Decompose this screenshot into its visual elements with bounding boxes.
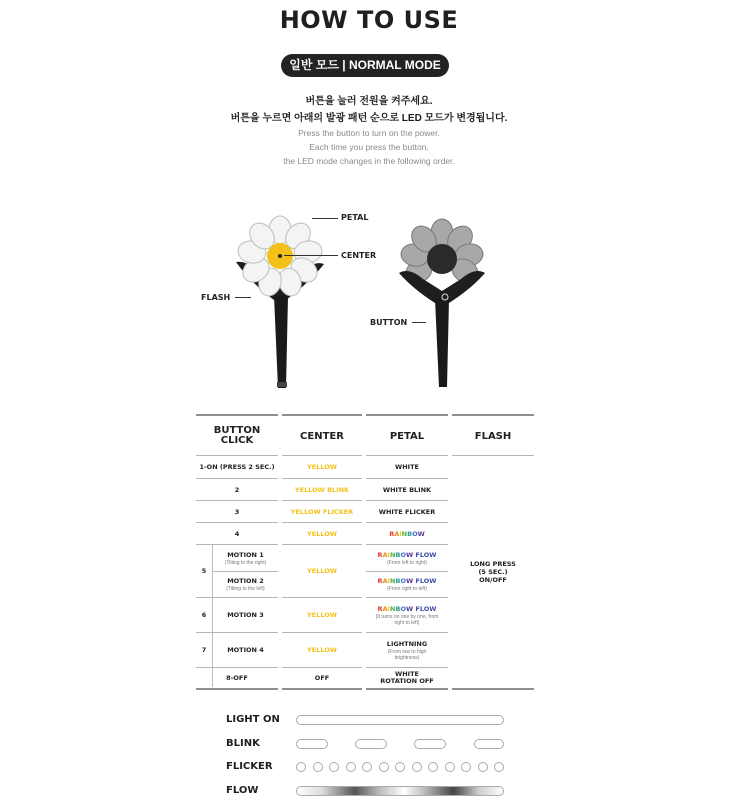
row6-petal: RAINBOW FLOW (It turns on one by one, from right to left) [375, 604, 439, 626]
light-on-pattern [296, 715, 504, 725]
mode-badge: 일반 모드 | NORMAL MODE [281, 54, 449, 77]
legend-blink-label: BLINK [226, 738, 260, 749]
blink-pattern-1 [296, 739, 328, 749]
header-petal: PETAL [389, 430, 425, 442]
button-leader-line [412, 322, 426, 323]
flicker-dot [428, 762, 438, 772]
row8-petal: WHITE ROTATION OFF [380, 670, 434, 685]
flicker-dot [445, 762, 455, 772]
en-instruction-3: the LED mode changes in the following order. [283, 156, 455, 166]
en-instruction-1: Press the button to turn on the power. [298, 128, 440, 138]
row5b-motion: MOTION 2 (Tilting to the left) [226, 577, 265, 592]
flicker-dot [478, 762, 488, 772]
row2-petal: WHITE BLINK [382, 485, 432, 494]
row5-click: 5 [201, 567, 207, 575]
row5-center: YELLOW [307, 567, 337, 575]
row2-center: YELLOW BLINK [294, 485, 350, 494]
header-center: CENTER [300, 430, 344, 442]
flicker-dot [494, 762, 504, 772]
row5a-petal: RAINBOW FLOW (From left to right) [377, 550, 437, 566]
center-label: CENTER [341, 251, 377, 260]
row1-petal: WHITE [395, 463, 419, 471]
flicker-dot [412, 762, 422, 772]
row6-motion: MOTION 3 [227, 611, 264, 619]
row4-click: 4 [234, 529, 240, 538]
row7-click: 7 [201, 646, 207, 654]
row7-petal: LIGHTNING (From low to high brightness) [386, 639, 428, 661]
flash-value: LONG PRESS (5 SEC.) ON/OFF [470, 560, 516, 584]
rainbow-text: RAINBOW [389, 529, 425, 538]
button-label: BUTTON [370, 318, 408, 327]
ko-instruction-2: 버튼을 누르면 아래의 발광 패턴 순으로 LED 모드가 변경됩니다. [230, 113, 508, 124]
row3-petal: WHITE FLICKER [378, 507, 436, 516]
page-title: HOW TO USE [279, 6, 459, 34]
center-leader-line [284, 255, 338, 256]
legend-flow-label: FLOW [226, 785, 259, 796]
flicker-dot [362, 762, 372, 772]
flash-label: FLASH [201, 293, 231, 302]
en-instruction-2: Each time you press the button, [309, 142, 429, 152]
lightstick-back-illustration [395, 215, 490, 393]
flicker-dot [395, 762, 405, 772]
flicker-dot [346, 762, 356, 772]
row1-click: 1-ON (PRESS 2 SEC.) [199, 463, 275, 471]
row3-click: 3 [234, 507, 240, 516]
row1-center: YELLOW [307, 463, 337, 471]
flicker-dot [461, 762, 471, 772]
petal-leader-line [312, 218, 338, 219]
row4-center: YELLOW [307, 529, 337, 538]
ko-instruction-1: 버튼을 눌러 전원을 켜주세요. [305, 96, 433, 107]
row8-center: OFF [314, 674, 330, 682]
row5b-petal: RAINBOW FLOW (From right to left) [377, 577, 437, 592]
row7-motion: MOTION 4 [227, 646, 264, 654]
lightstick-front-illustration [230, 212, 330, 392]
flicker-dot [296, 762, 306, 772]
row3-center: YELLOW FLICKER [290, 507, 354, 516]
petal-label: PETAL [341, 213, 369, 222]
flash-leader-line [235, 297, 251, 298]
row4-petal-rainbow [366, 523, 448, 544]
row6-click: 6 [201, 611, 207, 619]
flicker-dot [379, 762, 389, 772]
header-button-click: BUTTON CLICK [213, 425, 261, 446]
row2-click: 2 [234, 485, 240, 494]
flicker-dot [329, 762, 339, 772]
blink-pattern-4 [474, 739, 504, 749]
header-flash: FLASH [474, 430, 512, 442]
blink-pattern-3 [414, 739, 446, 749]
row6-center: YELLOW [307, 611, 337, 619]
legend-light-on-label: LIGHT ON [226, 714, 280, 725]
legend-flicker-label: FLICKER [226, 761, 273, 772]
row8-click: 8-OFF [226, 674, 248, 682]
row5a-motion: MOTION 1 (Tilting to the right) [224, 550, 267, 566]
flicker-dot [313, 762, 323, 772]
flow-pattern [296, 786, 504, 796]
row7-center: YELLOW [307, 646, 337, 654]
blink-pattern-2 [355, 739, 387, 749]
